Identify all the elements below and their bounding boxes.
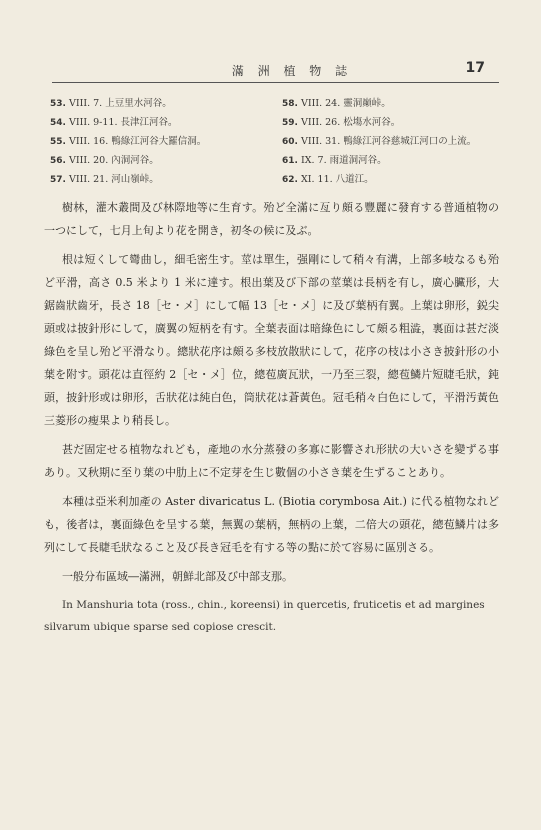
locality-item: 58. VIII. 24. 靈洞巔峠。 (282, 98, 391, 109)
locality-item: 62. XI. 11. 八道江。 (282, 174, 374, 185)
locality-item: 61. IX. 7. 雨道洞河谷。 (282, 155, 387, 166)
locality-list (50, 96, 505, 188)
locality-item: 54. VIII. 9-11. 長津江河谷。 (50, 117, 178, 128)
latin-note: In Manshuria tota (ross., chin., koreensi) in quercetis, fruticetis et ad margines silvarum ubique sparse sed copiose crescit. (44, 599, 485, 633)
paragraph-description: 根は短くして彎曲し，細毛密生す。莖は單生，强剛にして稍々有溝，上部多岐なるも殆ど平滑，高さ 0.5 米より 1 米に達す。根出葉及び下部の莖葉は長柄を有し，廣心臟形，大鋸齒狀齒牙，長さ 18［セ・メ］にして幅 13［セ・メ］に及び葉柄有翼。上葉は卵形，鋭尖頭或は披針形にして，廣翼の短柄を有す。全葉表面は暗綠色にして頗る粗澁，裏面は甚だ淡綠色を呈し殆ど平滑なり。總狀花序は頗る多枝放散狀にして，花序の枝は小さき披針形の小葉を附す。頭花は直徑約 2［セ・メ］位，總苞廣瓦狀，一乃至三裂，總苞鱗片短睫毛狀，鈍頭，披針形或は卵形，舌狀花は純白色，筒狀花は蒼黃色。冠毛稍々白色にして，平滑汚黃色三菱形の瘦果より稍長し。 (44, 253, 499, 427)
running-title: 滿 洲 植 物 誌 (231, 64, 353, 78)
body-text (44, 196, 499, 638)
locality-item: 59. VIII. 26. 松塲水河谷。 (282, 117, 401, 128)
locality-item: 53. VIII. 7. 上豆里水河谷。 (50, 98, 172, 109)
locality-item: 60. VIII. 31. 鴨綠江河谷慈城江河口の上流。 (282, 136, 477, 147)
paragraph-comparison: 本種は亞米利加產の Aster divaricatus L. (Biotia corymbosa Ait.) に代る植物なれども，後者は，裏面綠色を呈する葉，無翼の葉柄，無柄の上葉，二倍大の頭花，總苞鱗片は多列にして長睫毛狀なること及び長き冠毛を有する等の點に於て容易に區別さる。 (44, 495, 499, 554)
paragraph-distribution: 一般分布區域―滿洲，朝鮮北部及び中部支那。 (62, 570, 293, 583)
page-header (52, 62, 499, 84)
locality-item: 56. VIII. 20. 內洞河谷。 (50, 155, 159, 166)
paragraph-variation: 甚だ固定せる植物なれども，產地の水分蒸發の多寡に影響され形狀の大いさを變ずる事あり。又秋期に至り葉の中肋上に不定芽を生じ數個の小さき葉を生ずることあり。 (44, 443, 499, 479)
paragraph-habitat: 樹林，灌木叢間及び林際地等に生育す。殆ど全滿に亙り頗る豐麗に發育する普通植物の一つにして，七月上旬より花を開き，初冬の候に及ぶ。 (44, 201, 499, 237)
header-rule (52, 82, 499, 83)
locality-item: 55. VIII. 16. 鴨綠江河谷大羅信洞。 (50, 136, 207, 147)
locality-item: 57. VIII. 21. 河山嶺峠。 (50, 174, 159, 185)
page-number: 17 (465, 60, 485, 76)
